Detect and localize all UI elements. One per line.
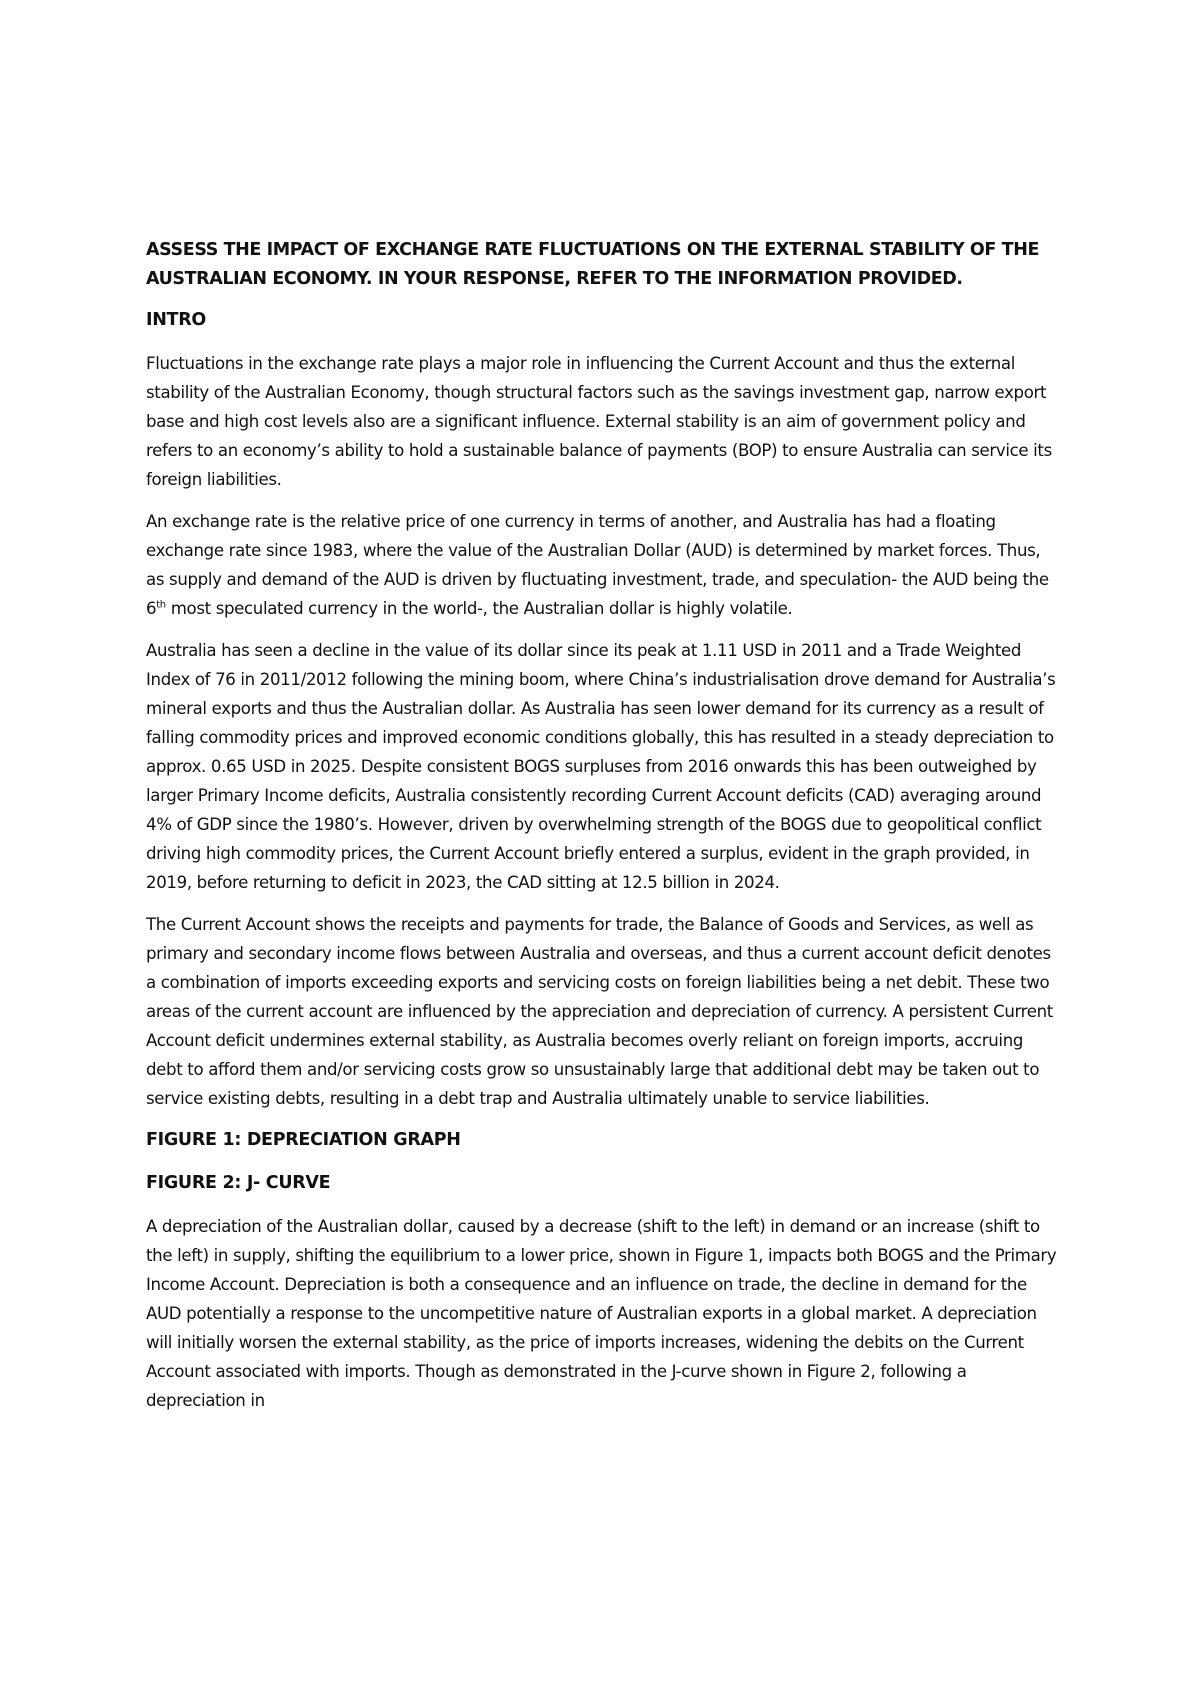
paragraph-1: Fluctuations in the exchange rate plays a major role in influencing the Current Account and thus the external stability of the Australian Economy, though structural factors such as the savings investment gap, narrow export base and high cost levels also are a significant influence. External stability is an aim of government policy and refers to an economy’s ability to hold a sustainable balance of payments (BOP) to ensure Australia can service its foreign liabilities. — [146, 354, 1052, 489]
figure-2-heading: FIGURE 2: J- CURVE — [146, 1173, 331, 1193]
paragraph-4: The Current Account shows the receipts and payments for trade, the Balance of Goods and Services, as well as primary and secondary income flows between Australia and overseas, and thus a current account deficit denotes a combination of imports exceeding exports and servicing costs on foreign liabilities being a net debit. These two areas of the current account are influenced by the appreciation and depreciation of currency. A persistent Current Account deficit undermines external stability, as Australia becomes overly reliant on foreign imports, accruing debt to afford them and/or servicing costs grow so unsustainably large that additional debt may be taken out to service existing debts, resulting in a debt trap and Australia ultimately unable to service liabilities. — [146, 915, 1053, 1108]
document-page — [146, 236, 1061, 1428]
paragraph-2-text-b: most speculated currency in the world-, the Australian dollar is highly volatile. — [165, 599, 793, 618]
intro-heading: INTRO — [146, 310, 206, 330]
ordinal-superscript: th — [156, 599, 166, 611]
essay-title: ASSESS THE IMPACT OF EXCHANGE RATE FLUCTUATIONS ON THE EXTERNAL STABILITY OF THE AUSTRALIAN ECONOMY. IN YOUR RESPONSE, REFER TO THE INFORMATION PROVIDED. — [146, 240, 1039, 289]
paragraph-2-text-a: An exchange rate is the relative price of one currency in terms of another, and Australia has had a floating exchange rate since 1983, where the value of the Australian Dollar (AUD) is determined by market forces. Thus, as supply and demand of the AUD is driven by fluctuating investment, trade, and speculation- the AUD being the 6 — [146, 512, 1049, 618]
paragraph-2 — [146, 507, 1061, 623]
paragraph-5: A depreciation of the Australian dollar, caused by a decrease (shift to the left) in demand or an increase (shift to the left) in supply, shifting the equilibrium to a lower price, shown in Figure 1, impacts both BOGS and the Primary Income Account. Depreciation is both a consequence and an influence on trade, the decline in demand for the AUD potentially a response to the uncompetitive nature of Australian exports in a global market. A depreciation will initially worsen the external stability, as the price of imports increases, widening the debits on the Current Account associated with imports. Though as demonstrated in the J-curve shown in Figure 2, following a depreciation in — [146, 1217, 1057, 1410]
figure-1-heading: FIGURE 1: DEPRECIATION GRAPH — [146, 1130, 461, 1150]
paragraph-3: Australia has seen a decline in the value of its dollar since its peak at 1.11 USD in 2011 and a Trade Weighted Index of 76 in 2011/2012 following the mining boom, where China’s industrialisation drove demand for Australia’s mineral exports and thus the Australian dollar. As Australia has seen lower demand for its currency as a result of falling commodity prices and improved economic conditions globally, this has resulted in a steady depreciation to approx. 0.65 USD in 2025. Despite consistent BOGS surpluses from 2016 onwards this has been outweighed by larger Primary Income deficits, Australia consistently recording Current Account deficits (CAD) averaging around 4% of GDP since the 1980’s. However, driven by overwhelming strength of the BOGS due to geopolitical conflict driving high commodity prices, the Current Account briefly entered a surplus, evident in the graph provided, in 2019, before returning to deficit in 2023, the CAD sitting at 12.5 billion in 2024. — [146, 641, 1056, 892]
